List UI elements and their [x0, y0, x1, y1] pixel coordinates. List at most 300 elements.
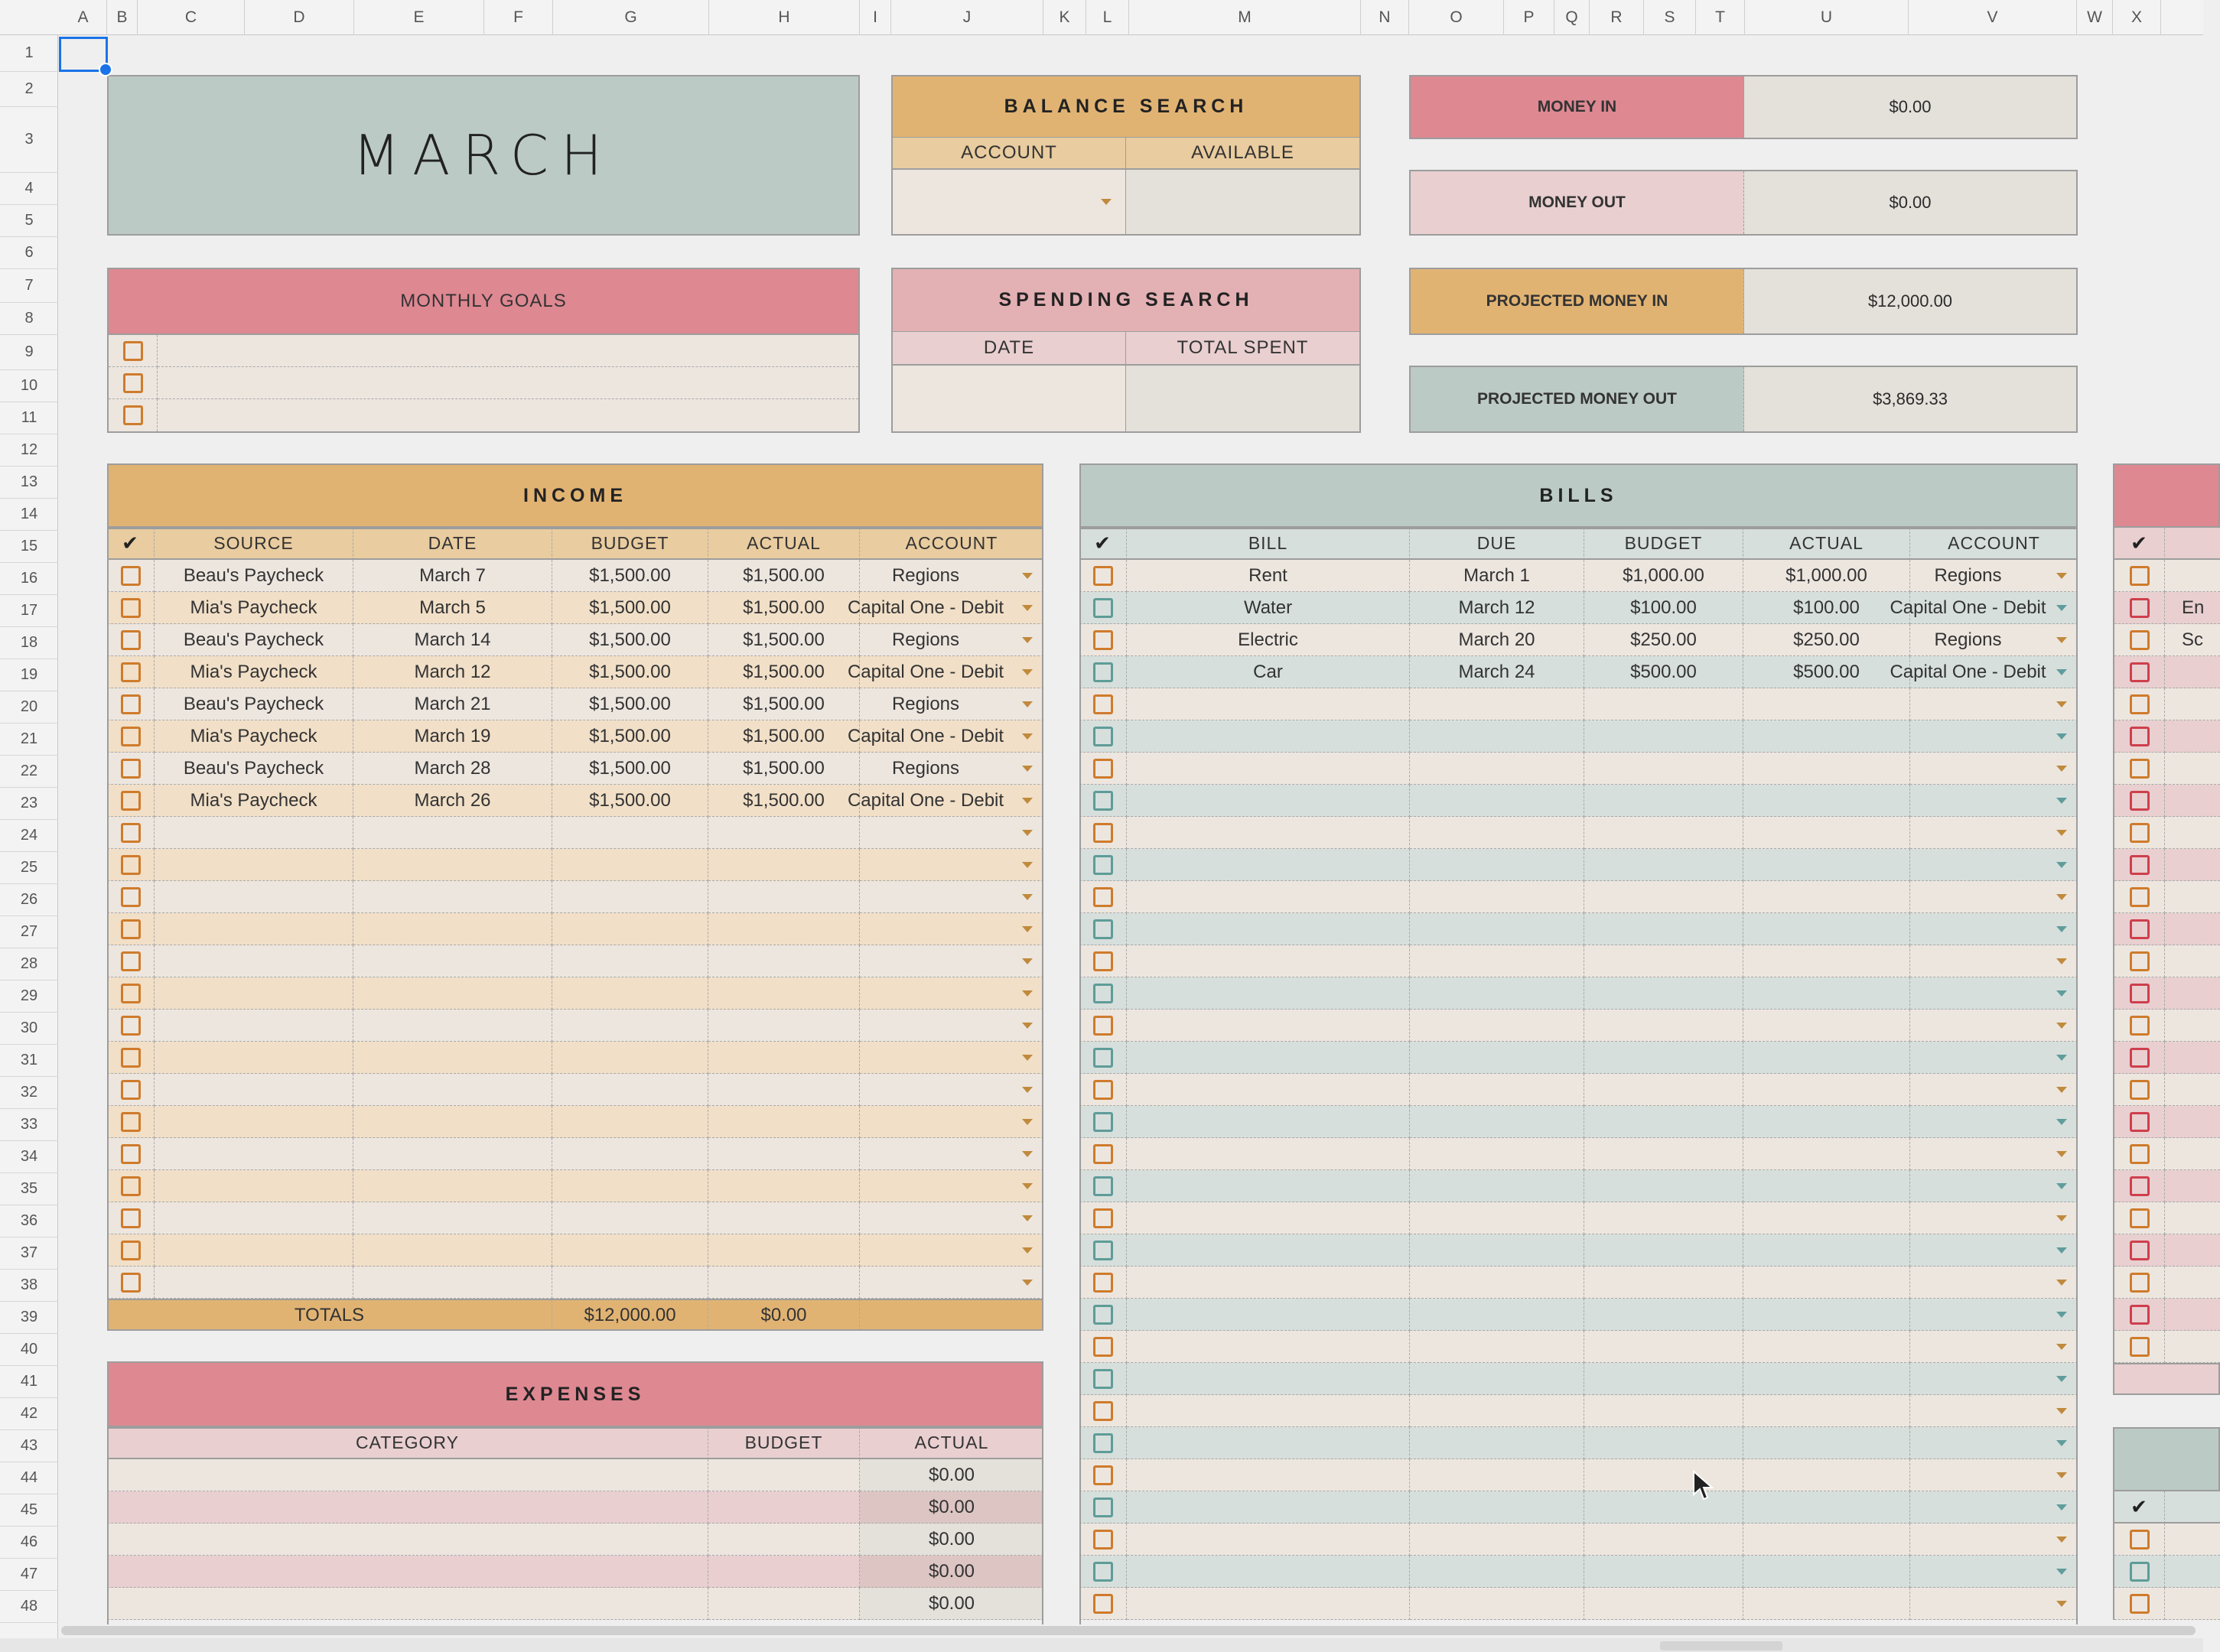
bill-cell[interactable]	[1584, 1395, 1743, 1427]
income-cell[interactable]: March 5	[353, 592, 552, 624]
bill-checkbox[interactable]	[1093, 1530, 1113, 1550]
column-header-x[interactable]: X	[2113, 0, 2161, 35]
column-header-q[interactable]: Q	[1554, 0, 1590, 35]
bill-cell[interactable]	[1584, 785, 1743, 817]
income-checkbox[interactable]	[121, 598, 141, 618]
goal-text-cell[interactable]	[158, 399, 858, 431]
row-header-35[interactable]: 35	[0, 1173, 58, 1205]
income-cell[interactable]	[353, 1042, 552, 1074]
income-cell[interactable]	[847, 785, 1043, 817]
chevron-down-icon[interactable]	[1022, 830, 1033, 836]
chevron-down-icon[interactable]	[2056, 894, 2067, 900]
expense-category-cell[interactable]	[107, 1556, 708, 1588]
chevron-down-icon[interactable]	[2056, 1440, 2067, 1446]
income-cell[interactable]	[353, 849, 552, 881]
income-cell[interactable]	[155, 1042, 353, 1074]
bill-cell[interactable]	[1910, 1042, 2078, 1074]
income-cell[interactable]	[353, 977, 552, 1010]
income-cell[interactable]	[708, 1202, 860, 1234]
row-header-33[interactable]: 33	[0, 1109, 58, 1141]
income-cell[interactable]	[155, 945, 353, 977]
row-header-9[interactable]: 9	[0, 335, 58, 370]
column-header-w[interactable]: W	[2077, 0, 2113, 35]
income-cell[interactable]	[552, 977, 708, 1010]
bill-checkbox[interactable]	[1093, 727, 1113, 746]
chevron-down-icon[interactable]	[1022, 1055, 1033, 1061]
bill-cell[interactable]	[1910, 1427, 2078, 1459]
row-header-17[interactable]: 17	[0, 595, 58, 627]
bill-cell[interactable]	[1910, 1556, 2078, 1588]
bill-cell[interactable]	[1584, 1524, 1743, 1556]
bill-cell[interactable]	[1584, 1588, 1743, 1620]
bill-cell[interactable]	[1127, 977, 1410, 1010]
bill-cell[interactable]: $250.00	[1743, 624, 1910, 656]
bill-cell[interactable]	[1743, 977, 1910, 1010]
bill-cell[interactable]	[1127, 849, 1410, 881]
chevron-down-icon[interactable]	[2056, 766, 2067, 772]
right-checkbox[interactable]	[2130, 984, 2150, 1003]
bill-cell[interactable]	[1910, 1106, 2078, 1138]
bill-cell[interactable]	[1743, 913, 1910, 945]
bill-checkbox[interactable]	[1093, 566, 1113, 586]
bill-cell[interactable]: Electric	[1127, 624, 1410, 656]
bill-cell[interactable]	[1910, 1138, 2078, 1170]
expense-budget-cell[interactable]	[708, 1459, 860, 1491]
bill-cell[interactable]	[1410, 849, 1584, 881]
bill-cell[interactable]	[1127, 1395, 1410, 1427]
bill-checkbox[interactable]	[1093, 823, 1113, 843]
bill-cell[interactable]	[1584, 1106, 1743, 1138]
bill-cell[interactable]	[1910, 1491, 2078, 1524]
chevron-down-icon[interactable]	[1022, 605, 1033, 611]
bill-cell[interactable]	[1584, 1170, 1743, 1202]
income-cell[interactable]: $1,500.00	[552, 720, 708, 753]
bill-cell[interactable]	[1743, 753, 1910, 785]
bill-cell[interactable]	[1127, 1556, 1410, 1588]
chevron-down-icon[interactable]	[2056, 605, 2067, 611]
right-cell[interactable]	[2165, 1267, 2220, 1299]
bill-cell[interactable]	[1584, 1074, 1743, 1106]
row-header-36[interactable]: 36	[0, 1205, 58, 1237]
bill-cell[interactable]	[1910, 1395, 2078, 1427]
income-cell[interactable]	[353, 817, 552, 849]
income-cell[interactable]: Beau's Paycheck	[155, 624, 353, 656]
right-cell[interactable]	[2165, 753, 2220, 785]
income-cell[interactable]	[552, 1234, 708, 1267]
income-cell[interactable]: $1,500.00	[552, 624, 708, 656]
income-cell[interactable]: Mia's Paycheck	[155, 720, 353, 753]
bill-checkbox[interactable]	[1093, 1144, 1113, 1164]
bill-cell[interactable]	[1743, 1010, 1910, 1042]
bill-cell[interactable]	[1743, 785, 1910, 817]
bill-cell[interactable]	[1743, 1234, 1910, 1267]
row-header-18[interactable]: 18	[0, 627, 58, 659]
bill-checkbox[interactable]	[1093, 951, 1113, 971]
income-cell[interactable]: Beau's Paycheck	[155, 688, 353, 720]
bill-cell[interactable]	[1410, 1395, 1584, 1427]
bill-cell[interactable]	[1410, 720, 1584, 753]
row-header-15[interactable]: 15	[0, 531, 58, 563]
income-cell[interactable]	[860, 945, 1043, 977]
income-cell[interactable]	[860, 1234, 1043, 1267]
bill-cell[interactable]	[1127, 913, 1410, 945]
right-checkbox[interactable]	[2130, 887, 2150, 907]
right-checkbox[interactable]	[2130, 1208, 2150, 1228]
bill-cell[interactable]	[1584, 1459, 1743, 1491]
chevron-down-icon[interactable]	[2056, 1151, 2067, 1157]
bill-cell[interactable]	[1127, 1074, 1410, 1106]
bill-cell[interactable]	[1584, 1556, 1743, 1588]
bill-cell[interactable]	[1743, 1331, 1910, 1363]
right-checkbox[interactable]	[2130, 1530, 2150, 1550]
bill-checkbox[interactable]	[1093, 1401, 1113, 1421]
bill-cell[interactable]	[1910, 1331, 2078, 1363]
chevron-down-icon[interactable]	[2056, 1472, 2067, 1478]
income-cell[interactable]	[708, 817, 860, 849]
income-cell[interactable]: March 19	[353, 720, 552, 753]
income-cell[interactable]	[155, 817, 353, 849]
income-cell[interactable]: $1,500.00	[552, 656, 708, 688]
chevron-down-icon[interactable]	[1022, 1280, 1033, 1286]
right-cell[interactable]	[2165, 1106, 2220, 1138]
bill-checkbox[interactable]	[1093, 598, 1113, 618]
chevron-down-icon[interactable]	[1022, 1247, 1033, 1254]
income-cell[interactable]	[353, 1170, 552, 1202]
bill-cell[interactable]	[1410, 817, 1584, 849]
bill-cell[interactable]	[1410, 1299, 1584, 1331]
row-header-13[interactable]: 13	[0, 467, 58, 499]
chevron-down-icon[interactable]	[1022, 798, 1033, 804]
income-cell[interactable]	[708, 1170, 860, 1202]
right-checkbox[interactable]	[2130, 1048, 2150, 1068]
bill-cell[interactable]	[1584, 1427, 1743, 1459]
income-cell[interactable]: March 14	[353, 624, 552, 656]
column-header-l[interactable]: L	[1086, 0, 1129, 35]
income-cell[interactable]: March 7	[353, 560, 552, 592]
income-cell[interactable]	[552, 1106, 708, 1138]
chevron-down-icon[interactable]	[1022, 669, 1033, 675]
bill-checkbox[interactable]	[1093, 1112, 1113, 1132]
right-cell[interactable]	[2165, 977, 2220, 1010]
bill-checkbox[interactable]	[1093, 1048, 1113, 1068]
bill-cell[interactable]: March 12	[1410, 592, 1584, 624]
income-cell[interactable]	[860, 688, 1043, 720]
bill-checkbox[interactable]	[1093, 1208, 1113, 1228]
chevron-down-icon[interactable]	[2056, 1408, 2067, 1414]
right-checkbox[interactable]	[2130, 1241, 2150, 1260]
income-cell[interactable]	[155, 1234, 353, 1267]
chevron-down-icon[interactable]	[2056, 1312, 2067, 1318]
income-cell[interactable]	[860, 1106, 1043, 1138]
chevron-down-icon[interactable]	[2056, 1183, 2067, 1189]
right-cell[interactable]	[2165, 913, 2220, 945]
row-header-32[interactable]: 32	[0, 1077, 58, 1109]
row-header-48[interactable]: 48	[0, 1591, 58, 1623]
bill-cell[interactable]	[1584, 720, 1743, 753]
row-header-29[interactable]: 29	[0, 980, 58, 1013]
income-cell[interactable]	[353, 1074, 552, 1106]
chevron-down-icon[interactable]	[2056, 733, 2067, 740]
right-cell[interactable]	[2165, 1010, 2220, 1042]
chevron-down-icon[interactable]	[2056, 701, 2067, 707]
income-cell[interactable]	[353, 881, 552, 913]
right-checkbox[interactable]	[2130, 1562, 2150, 1582]
bill-cell[interactable]	[1410, 753, 1584, 785]
income-cell[interactable]	[155, 1170, 353, 1202]
income-cell[interactable]	[847, 720, 1043, 753]
bill-cell[interactable]	[1910, 881, 2078, 913]
bill-cell[interactable]	[1743, 1491, 1910, 1524]
bill-checkbox[interactable]	[1093, 1016, 1113, 1036]
income-cell[interactable]	[552, 817, 708, 849]
bill-cell[interactable]	[1910, 1010, 2078, 1042]
right-cell[interactable]	[2165, 560, 2220, 592]
bill-cell[interactable]	[1127, 1042, 1410, 1074]
bill-cell[interactable]	[1743, 1138, 1910, 1170]
income-cell[interactable]	[708, 1042, 860, 1074]
bill-cell[interactable]	[1890, 592, 2078, 624]
column-header-n[interactable]: N	[1361, 0, 1409, 35]
bill-checkbox[interactable]	[1093, 1433, 1113, 1453]
bill-cell[interactable]	[1743, 945, 1910, 977]
right-checkbox[interactable]	[2130, 1273, 2150, 1293]
bill-cell[interactable]	[1910, 1459, 2078, 1491]
bill-cell[interactable]	[1127, 817, 1410, 849]
right-cell[interactable]	[2165, 1138, 2220, 1170]
bill-cell[interactable]	[1743, 1106, 1910, 1138]
income-cell[interactable]	[860, 560, 1043, 592]
row-header-27[interactable]: 27	[0, 916, 58, 948]
chevron-down-icon[interactable]	[2056, 1247, 2067, 1254]
bill-checkbox[interactable]	[1093, 1465, 1113, 1485]
income-checkbox[interactable]	[121, 1080, 141, 1100]
right-checkbox[interactable]	[2130, 694, 2150, 714]
income-checkbox[interactable]	[121, 1112, 141, 1132]
right-checkbox[interactable]	[2130, 759, 2150, 779]
bill-cell[interactable]	[1127, 1267, 1410, 1299]
bill-cell[interactable]	[1410, 1459, 1584, 1491]
row-header-28[interactable]: 28	[0, 948, 58, 980]
income-cell[interactable]	[860, 753, 1043, 785]
chevron-down-icon[interactable]	[2056, 1215, 2067, 1221]
chevron-down-icon[interactable]	[1022, 862, 1033, 868]
income-cell[interactable]	[847, 656, 1043, 688]
income-cell[interactable]	[860, 977, 1043, 1010]
bill-cell[interactable]	[1743, 1042, 1910, 1074]
income-cell[interactable]	[552, 1202, 708, 1234]
bill-cell[interactable]	[1584, 1010, 1743, 1042]
bill-cell[interactable]	[1127, 1170, 1410, 1202]
bill-cell[interactable]	[1910, 720, 2078, 753]
column-header-o[interactable]: O	[1409, 0, 1504, 35]
bill-cell[interactable]	[1584, 1363, 1743, 1395]
row-header-24[interactable]: 24	[0, 820, 58, 852]
income-cell[interactable]: $1,500.00	[708, 720, 860, 753]
horizontal-scrollbar[interactable]	[61, 1623, 2203, 1638]
bill-checkbox[interactable]	[1093, 1369, 1113, 1389]
income-cell[interactable]	[155, 1106, 353, 1138]
bill-cell[interactable]	[1584, 688, 1743, 720]
income-cell[interactable]: Beau's Paycheck	[155, 560, 353, 592]
expense-category-cell[interactable]	[107, 1491, 708, 1524]
row-header-23[interactable]: 23	[0, 788, 58, 820]
chevron-down-icon[interactable]	[2056, 669, 2067, 675]
right-checkbox[interactable]	[2130, 919, 2150, 939]
income-checkbox[interactable]	[121, 791, 141, 811]
row-header-8[interactable]: 8	[0, 303, 58, 335]
chevron-down-icon[interactable]	[2056, 926, 2067, 932]
date-input[interactable]	[893, 366, 1126, 431]
income-cell[interactable]	[552, 1074, 708, 1106]
income-cell[interactable]: $1,500.00	[708, 592, 860, 624]
bill-cell[interactable]	[1410, 688, 1584, 720]
row-header-44[interactable]: 44	[0, 1462, 58, 1494]
column-header-g[interactable]: G	[553, 0, 709, 35]
chevron-down-icon[interactable]	[1101, 199, 1112, 205]
bill-cell[interactable]: $500.00	[1743, 656, 1910, 688]
bill-cell[interactable]	[1584, 945, 1743, 977]
bill-cell[interactable]	[1127, 1106, 1410, 1138]
bill-cell[interactable]: March 1	[1410, 560, 1584, 592]
income-cell[interactable]	[708, 881, 860, 913]
income-checkbox[interactable]	[121, 919, 141, 939]
chevron-down-icon[interactable]	[1022, 1023, 1033, 1029]
expense-category-cell[interactable]	[107, 1588, 708, 1620]
bill-cell[interactable]	[1584, 1042, 1743, 1074]
bill-cell[interactable]	[1410, 1331, 1584, 1363]
bill-cell[interactable]	[1743, 1524, 1910, 1556]
row-header-45[interactable]: 45	[0, 1494, 58, 1527]
bill-cell[interactable]: $1,000.00	[1584, 560, 1743, 592]
bill-cell[interactable]	[1127, 1588, 1410, 1620]
bill-cell[interactable]	[1127, 1299, 1410, 1331]
bill-cell[interactable]	[1127, 785, 1410, 817]
bill-cell[interactable]	[1910, 1588, 2078, 1620]
income-cell[interactable]: Mia's Paycheck	[155, 592, 353, 624]
right-cell[interactable]: Sc	[2165, 624, 2220, 656]
income-cell[interactable]	[155, 1267, 353, 1299]
income-cell[interactable]	[353, 1106, 552, 1138]
bill-cell[interactable]	[1410, 1074, 1584, 1106]
income-checkbox[interactable]	[121, 1016, 141, 1036]
right-cell[interactable]	[2165, 849, 2220, 881]
bill-cell[interactable]	[1410, 1267, 1584, 1299]
bill-cell[interactable]: Water	[1127, 592, 1410, 624]
chevron-down-icon[interactable]	[1022, 926, 1033, 932]
bill-cell[interactable]	[1127, 1138, 1410, 1170]
expense-category-cell[interactable]	[107, 1459, 708, 1491]
right-cell[interactable]	[2165, 656, 2220, 688]
bill-cell[interactable]	[1410, 1138, 1584, 1170]
row-header-47[interactable]: 47	[0, 1559, 58, 1591]
bill-cell[interactable]	[1410, 785, 1584, 817]
row-header-6[interactable]: 6	[0, 237, 58, 269]
bill-cell[interactable]	[1743, 881, 1910, 913]
bill-cell[interactable]	[1743, 1299, 1910, 1331]
income-cell[interactable]	[708, 1106, 860, 1138]
chevron-down-icon[interactable]	[1022, 1183, 1033, 1189]
bill-cell[interactable]	[1910, 785, 2078, 817]
chevron-down-icon[interactable]	[2056, 958, 2067, 964]
row-header-42[interactable]: 42	[0, 1398, 58, 1430]
right-cell[interactable]	[2165, 881, 2220, 913]
bill-cell[interactable]	[1410, 945, 1584, 977]
bill-cell[interactable]	[1743, 1202, 1910, 1234]
column-header-p[interactable]: P	[1504, 0, 1554, 35]
income-cell[interactable]	[155, 1074, 353, 1106]
bill-checkbox[interactable]	[1093, 630, 1113, 650]
column-header-h[interactable]: H	[709, 0, 860, 35]
right-checkbox[interactable]	[2130, 951, 2150, 971]
income-cell[interactable]: $1,500.00	[552, 592, 708, 624]
income-cell[interactable]: $1,500.00	[708, 688, 860, 720]
column-header-s[interactable]: S	[1644, 0, 1696, 35]
bill-checkbox[interactable]	[1093, 984, 1113, 1003]
right-cell[interactable]: En	[2165, 592, 2220, 624]
income-cell[interactable]	[552, 913, 708, 945]
income-cell[interactable]	[552, 1138, 708, 1170]
right-checkbox[interactable]	[2130, 855, 2150, 875]
row-header-16[interactable]: 16	[0, 563, 58, 595]
income-cell[interactable]	[552, 1042, 708, 1074]
bill-cell[interactable]	[1410, 1588, 1584, 1620]
chevron-down-icon[interactable]	[1022, 990, 1033, 997]
row-header-19[interactable]: 19	[0, 659, 58, 691]
bill-cell[interactable]	[1584, 1299, 1743, 1331]
bill-cell[interactable]	[1127, 1491, 1410, 1524]
income-cell[interactable]	[860, 1074, 1043, 1106]
bill-cell[interactable]	[1410, 1202, 1584, 1234]
income-cell[interactable]: $1,500.00	[708, 785, 860, 817]
right-checkbox[interactable]	[2130, 630, 2150, 650]
column-header-u[interactable]: U	[1745, 0, 1909, 35]
income-cell[interactable]	[552, 1170, 708, 1202]
chevron-down-icon[interactable]	[2056, 1344, 2067, 1350]
bill-checkbox[interactable]	[1093, 694, 1113, 714]
income-checkbox[interactable]	[121, 823, 141, 843]
chevron-down-icon[interactable]	[2056, 1280, 2067, 1286]
bill-checkbox[interactable]	[1093, 1337, 1113, 1357]
row-header-4[interactable]: 4	[0, 173, 58, 205]
income-checkbox[interactable]	[121, 566, 141, 586]
chevron-down-icon[interactable]	[2056, 1601, 2067, 1607]
row-header-3[interactable]: 3	[0, 107, 58, 173]
bill-cell[interactable]	[1743, 1556, 1910, 1588]
bill-cell[interactable]	[1890, 656, 2078, 688]
row-header-1[interactable]: 1	[0, 35, 58, 72]
bill-cell[interactable]	[1743, 1267, 1910, 1299]
bill-cell[interactable]	[1743, 688, 1910, 720]
bill-cell[interactable]	[1127, 720, 1410, 753]
row-header-10[interactable]: 10	[0, 370, 58, 402]
row-header-7[interactable]: 7	[0, 269, 58, 303]
chevron-down-icon[interactable]	[1022, 1087, 1033, 1093]
chevron-down-icon[interactable]	[2056, 573, 2067, 579]
bill-cell[interactable]	[1910, 1267, 2078, 1299]
income-cell[interactable]	[708, 1010, 860, 1042]
bill-cell[interactable]: Car	[1127, 656, 1410, 688]
row-header-26[interactable]: 26	[0, 884, 58, 916]
bill-cell[interactable]	[1743, 817, 1910, 849]
income-cell[interactable]	[860, 849, 1043, 881]
row-header-12[interactable]: 12	[0, 434, 58, 467]
right-cell[interactable]	[2165, 1556, 2220, 1588]
bill-cell[interactable]	[1410, 977, 1584, 1010]
bill-cell[interactable]	[1910, 913, 2078, 945]
column-header-c[interactable]: C	[138, 0, 245, 35]
right-checkbox[interactable]	[2130, 1016, 2150, 1036]
goal-checkbox[interactable]	[123, 405, 143, 425]
